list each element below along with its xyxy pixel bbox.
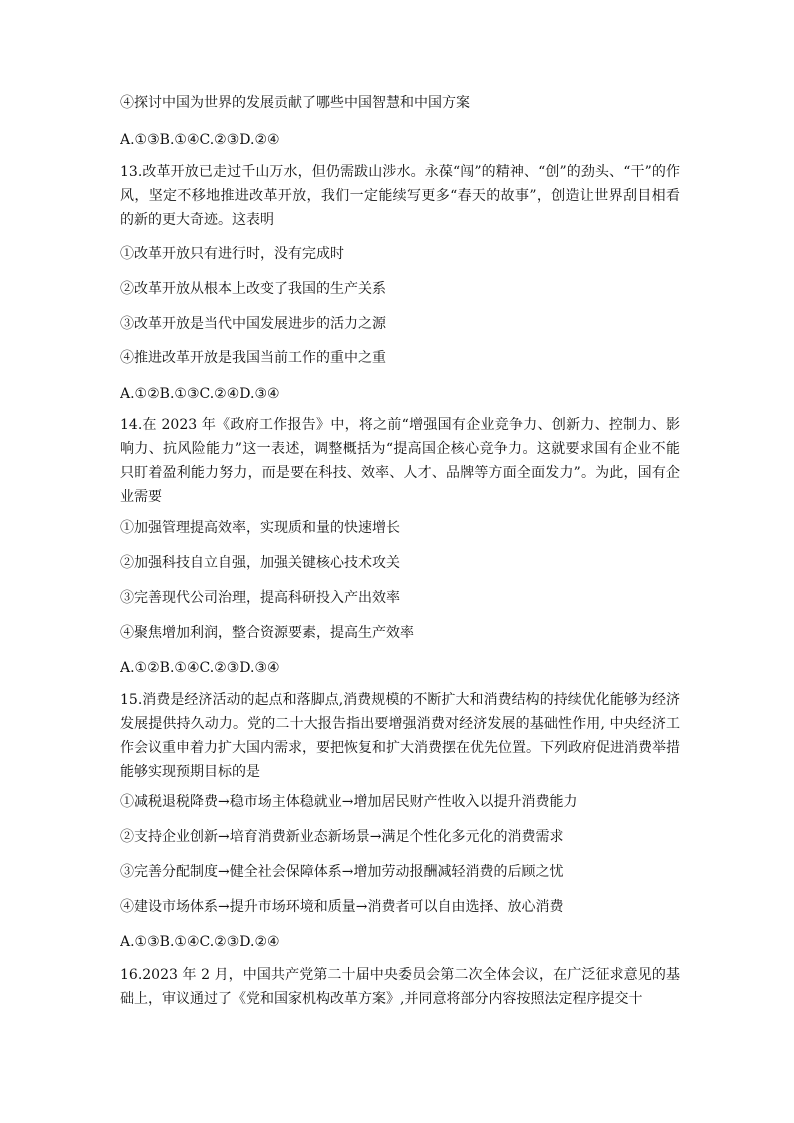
q13-option-1: ①改革开放只有进行时，没有完成时 <box>120 246 344 262</box>
q12-option-4: ④探讨中国为世界的发展贡献了哪些中国智慧和中国方案 <box>120 95 470 111</box>
q15-option-3: ③完善分配制度→健全社会保障体系→增加劳动报酬减轻消费的后顾之忧 <box>120 864 564 880</box>
q15-option-2: ②支持企业创新→培育消费新业态新场景→满足个性化多元化的消费需求 <box>120 829 564 845</box>
q13-stem: 13.改革开放已走过千山万水，但仍需跋山涉水。永葆“闯”的精神、“创”的劲头、“干”的作风，坚定不移地推进改革开放，我们一定能续写更多“春天的故事”，创造让世界刮目相看的新的更大奇迹。这表明 <box>120 164 680 228</box>
q14-answer-choices: A.①②B.①④C.②③D.③④ <box>120 660 280 676</box>
q16-stem: 16.2023 年 2 月，中国共产党第二十届中央委员会第二次全体会议，在广泛征求意见的基础上，审议通过了《党和国家机构改革方案》,并同意将部分内容按照法定程序提交十 <box>120 967 680 1007</box>
q15-option-1: ①减税退税降费→稳市场主体稳就业→增加居民财产性收入以提升消费能力 <box>120 794 578 810</box>
q13-option-4: ④推进改革开放是我国当前工作的重中之重 <box>120 350 386 366</box>
q14-option-4: ④聚焦增加利润，整合资源要素，提高生产效率 <box>120 625 414 641</box>
q13-option-2: ②改革开放从根本上改变了我国的生产关系 <box>120 281 386 297</box>
q15-answer-choices: A.①③B.①④C.②③D.②④ <box>120 934 280 950</box>
q14-option-1: ①加强管理提高效率，实现质和量的快速增长 <box>120 520 400 536</box>
q14-option-2: ②加强科技自立自强，加强关键核心技术攻关 <box>120 555 400 571</box>
q13-answer-choices: A.①②B.①③C.②④D.③④ <box>120 386 280 402</box>
q14-stem: 14.在 2023 年《政府工作报告》中，将之前“增强国有企业竞争力、创新力、控制力、影响力、抗风险能力”这一表述，调整概括为“提高国企核心竞争力。这就要求国有企业不能只盯着盈利能力努力，而是要在科技、效率、人才、品牌等方面全面发力”。为此，国有企业需要 <box>120 417 680 505</box>
q15-option-4: ④建设市场体系→提升市场环境和质量→消费者可以自由选择、放心消费 <box>120 899 564 915</box>
q15-stem: 15.消费是经济活动的起点和落脚点,消费规模的不断扩大和消费结构的持续优化能够为经济发展提供持久动力。党的二十大报告指出要增强消费对经济发展的基础性作用, 中央经济工作会议重申着力扩大国内需求，要把恢复和扩大消费摆在优先位置。下列政府促进消费举措能够实现预期目标的是 <box>120 692 680 780</box>
q14-option-3: ③完善现代公司治理，提高科研投入产出效率 <box>120 590 400 606</box>
q12-answer-choices: A.①③B.①④C.②③D.②④ <box>120 132 280 148</box>
q13-option-3: ③改革开放是当代中国发展进步的活力之源 <box>120 316 386 332</box>
